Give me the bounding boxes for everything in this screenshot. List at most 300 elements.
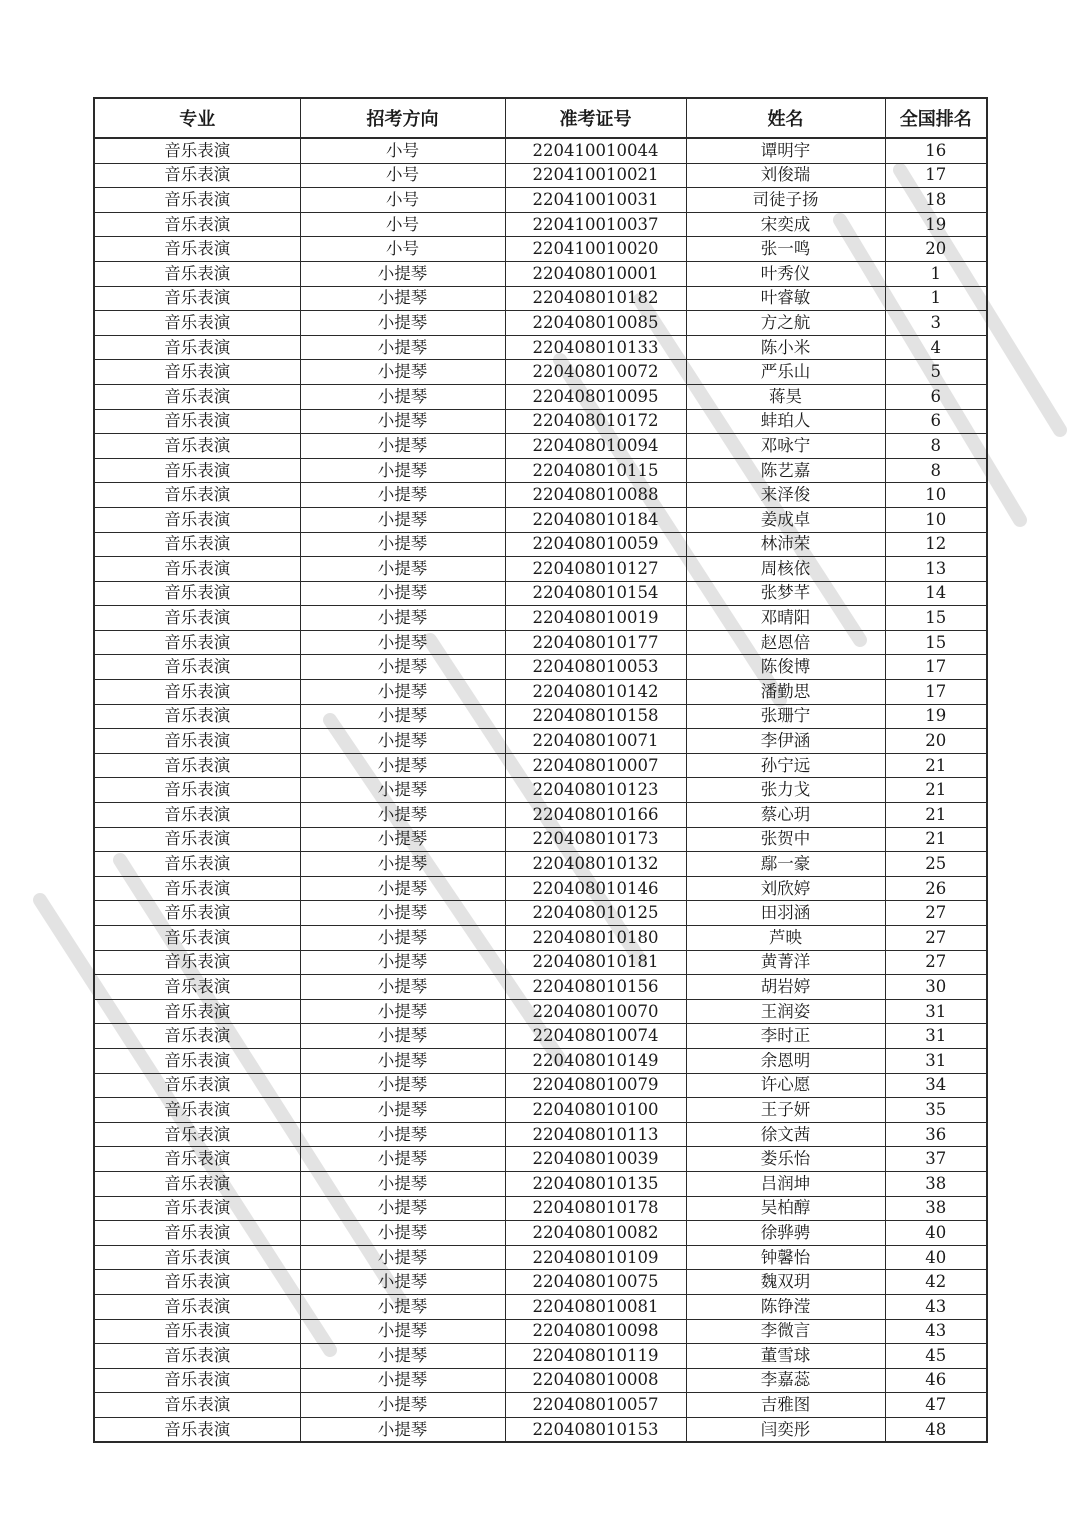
table-row — [94, 409, 987, 434]
table-row — [94, 1122, 987, 1147]
cell-exam-id: 220408010001 — [505, 261, 686, 286]
cell-name: 李伊涵 — [686, 729, 885, 754]
column-header-name: 姓名 — [686, 98, 885, 138]
table-row — [94, 680, 987, 705]
cell-rank: 20 — [885, 729, 987, 754]
cell-direction: 小提琴 — [300, 1294, 505, 1319]
cell-exam-id: 220410010044 — [505, 138, 686, 163]
cell-major: 音乐表演 — [94, 901, 300, 926]
cell-direction: 小提琴 — [300, 753, 505, 778]
cell-direction: 小提琴 — [300, 1147, 505, 1172]
cell-major: 音乐表演 — [94, 557, 300, 582]
cell-rank: 10 — [885, 483, 987, 508]
cell-rank: 43 — [885, 1319, 987, 1344]
cell-exam-id: 220408010182 — [505, 286, 686, 311]
table-row — [94, 1048, 987, 1073]
cell-direction: 小提琴 — [300, 1122, 505, 1147]
cell-direction: 小号 — [300, 212, 505, 237]
cell-exam-id: 220408010180 — [505, 926, 686, 951]
cell-rank: 43 — [885, 1294, 987, 1319]
cell-major: 音乐表演 — [94, 1344, 300, 1369]
table-row — [94, 1417, 987, 1442]
cell-name: 闫奕彤 — [686, 1417, 885, 1442]
cell-direction: 小提琴 — [300, 1270, 505, 1295]
cell-rank: 40 — [885, 1221, 987, 1246]
column-header-exam-id: 准考证号 — [505, 98, 686, 138]
cell-direction: 小号 — [300, 138, 505, 163]
cell-direction: 小提琴 — [300, 434, 505, 459]
cell-exam-id: 220410010020 — [505, 237, 686, 262]
cell-name: 芦映 — [686, 926, 885, 951]
cell-major: 音乐表演 — [94, 606, 300, 631]
cell-rank: 10 — [885, 507, 987, 532]
table-row — [94, 753, 987, 778]
cell-rank: 17 — [885, 680, 987, 705]
cell-exam-id: 220408010053 — [505, 655, 686, 680]
cell-name: 叶秀仪 — [686, 261, 885, 286]
cell-exam-id: 220408010177 — [505, 630, 686, 655]
table-row — [94, 803, 987, 828]
table-row — [94, 1245, 987, 1270]
cell-rank: 21 — [885, 803, 987, 828]
cell-major: 音乐表演 — [94, 753, 300, 778]
cell-name: 来泽俊 — [686, 483, 885, 508]
cell-exam-id: 220408010113 — [505, 1122, 686, 1147]
table-row — [94, 729, 987, 754]
cell-major: 音乐表演 — [94, 1171, 300, 1196]
cell-exam-id: 220408010133 — [505, 335, 686, 360]
cell-direction: 小提琴 — [300, 581, 505, 606]
table-row — [94, 311, 987, 336]
cell-rank: 48 — [885, 1417, 987, 1442]
cell-name: 孙宁远 — [686, 753, 885, 778]
cell-major: 音乐表演 — [94, 1270, 300, 1295]
cell-rank: 27 — [885, 926, 987, 951]
cell-rank: 35 — [885, 1098, 987, 1123]
cell-major: 音乐表演 — [94, 1122, 300, 1147]
table-row — [94, 1147, 987, 1172]
table-row — [94, 1171, 987, 1196]
cell-rank: 31 — [885, 999, 987, 1024]
cell-rank: 6 — [885, 384, 987, 409]
table-body — [94, 138, 987, 1442]
table-row — [94, 237, 987, 262]
cell-major: 音乐表演 — [94, 384, 300, 409]
cell-rank: 26 — [885, 876, 987, 901]
table-row — [94, 360, 987, 385]
cell-major: 音乐表演 — [94, 1196, 300, 1221]
table-row — [94, 1221, 987, 1246]
cell-direction: 小提琴 — [300, 630, 505, 655]
cell-name: 张一鸣 — [686, 237, 885, 262]
cell-exam-id: 220410010031 — [505, 188, 686, 213]
cell-direction: 小提琴 — [300, 1048, 505, 1073]
cell-major: 音乐表演 — [94, 532, 300, 557]
cell-name: 陈小米 — [686, 335, 885, 360]
cell-exam-id: 220408010082 — [505, 1221, 686, 1246]
cell-exam-id: 220408010132 — [505, 852, 686, 877]
cell-exam-id: 220408010072 — [505, 360, 686, 385]
cell-name: 潘勤思 — [686, 680, 885, 705]
cell-major: 音乐表演 — [94, 655, 300, 680]
table-row — [94, 827, 987, 852]
cell-major: 音乐表演 — [94, 138, 300, 163]
cell-exam-id: 220408010154 — [505, 581, 686, 606]
cell-direction: 小提琴 — [300, 852, 505, 877]
cell-name: 吉雅图 — [686, 1393, 885, 1418]
cell-exam-id: 220408010095 — [505, 384, 686, 409]
table-row — [94, 876, 987, 901]
cell-exam-id: 220408010172 — [505, 409, 686, 434]
cell-exam-id: 220408010156 — [505, 975, 686, 1000]
cell-major: 音乐表演 — [94, 803, 300, 828]
table-row — [94, 630, 987, 655]
cell-name: 张珊宁 — [686, 704, 885, 729]
cell-direction: 小提琴 — [300, 729, 505, 754]
cell-name: 陈艺嘉 — [686, 458, 885, 483]
cell-rank: 19 — [885, 704, 987, 729]
cell-rank: 37 — [885, 1147, 987, 1172]
table-row — [94, 1196, 987, 1221]
column-header-rank: 全国排名 — [885, 98, 987, 138]
cell-exam-id: 220408010146 — [505, 876, 686, 901]
cell-major: 音乐表演 — [94, 1294, 300, 1319]
cell-major: 音乐表演 — [94, 729, 300, 754]
table-row — [94, 286, 987, 311]
cell-major: 音乐表演 — [94, 188, 300, 213]
cell-direction: 小提琴 — [300, 1221, 505, 1246]
cell-exam-id: 220408010123 — [505, 778, 686, 803]
cell-exam-id: 220408010094 — [505, 434, 686, 459]
cell-rank: 21 — [885, 778, 987, 803]
table-row — [94, 557, 987, 582]
table-row — [94, 778, 987, 803]
cell-name: 张贺中 — [686, 827, 885, 852]
cell-direction: 小提琴 — [300, 827, 505, 852]
cell-direction: 小号 — [300, 163, 505, 188]
table-row — [94, 261, 987, 286]
cell-rank: 46 — [885, 1368, 987, 1393]
cell-rank: 13 — [885, 557, 987, 582]
cell-direction: 小提琴 — [300, 409, 505, 434]
cell-direction: 小提琴 — [300, 606, 505, 631]
cell-exam-id: 220408010149 — [505, 1048, 686, 1073]
cell-direction: 小提琴 — [300, 926, 505, 951]
cell-exam-id: 220408010109 — [505, 1245, 686, 1270]
table-row — [94, 1073, 987, 1098]
cell-exam-id: 220408010074 — [505, 1024, 686, 1049]
cell-exam-id: 220408010166 — [505, 803, 686, 828]
cell-direction: 小提琴 — [300, 557, 505, 582]
cell-major: 音乐表演 — [94, 1368, 300, 1393]
cell-major: 音乐表演 — [94, 212, 300, 237]
cell-rank: 14 — [885, 581, 987, 606]
cell-direction: 小提琴 — [300, 532, 505, 557]
cell-exam-id: 220408010057 — [505, 1393, 686, 1418]
cell-rank: 17 — [885, 163, 987, 188]
table-row — [94, 434, 987, 459]
cell-exam-id: 220408010127 — [505, 557, 686, 582]
cell-rank: 12 — [885, 532, 987, 557]
cell-exam-id: 220408010158 — [505, 704, 686, 729]
cell-exam-id: 220410010037 — [505, 212, 686, 237]
cell-name: 徐骅骋 — [686, 1221, 885, 1246]
table-row — [94, 1393, 987, 1418]
column-header-major: 专业 — [94, 98, 300, 138]
cell-major: 音乐表演 — [94, 999, 300, 1024]
cell-rank: 42 — [885, 1270, 987, 1295]
cell-direction: 小提琴 — [300, 876, 505, 901]
cell-name: 邓咏宁 — [686, 434, 885, 459]
cell-direction: 小提琴 — [300, 704, 505, 729]
cell-rank: 30 — [885, 975, 987, 1000]
cell-major: 音乐表演 — [94, 950, 300, 975]
cell-name: 蚌珀人 — [686, 409, 885, 434]
cell-major: 音乐表演 — [94, 311, 300, 336]
cell-name: 李微言 — [686, 1319, 885, 1344]
cell-rank: 31 — [885, 1024, 987, 1049]
cell-direction: 小提琴 — [300, 1245, 505, 1270]
cell-exam-id: 220408010153 — [505, 1417, 686, 1442]
cell-name: 吕润坤 — [686, 1171, 885, 1196]
cell-exam-id: 220408010184 — [505, 507, 686, 532]
cell-rank: 27 — [885, 950, 987, 975]
table-header-row — [94, 98, 987, 138]
cell-rank: 8 — [885, 458, 987, 483]
cell-direction: 小提琴 — [300, 286, 505, 311]
cell-major: 音乐表演 — [94, 1221, 300, 1246]
cell-name: 林沛荣 — [686, 532, 885, 557]
cell-direction: 小提琴 — [300, 1171, 505, 1196]
cell-exam-id: 220408010178 — [505, 1196, 686, 1221]
cell-major: 音乐表演 — [94, 507, 300, 532]
cell-direction: 小提琴 — [300, 335, 505, 360]
cell-direction: 小提琴 — [300, 483, 505, 508]
cell-exam-id: 220410010021 — [505, 163, 686, 188]
cell-exam-id: 220408010181 — [505, 950, 686, 975]
ranking-table — [93, 97, 988, 1443]
cell-direction: 小提琴 — [300, 1417, 505, 1442]
cell-major: 音乐表演 — [94, 286, 300, 311]
cell-rank: 5 — [885, 360, 987, 385]
cell-rank: 34 — [885, 1073, 987, 1098]
table-row — [94, 138, 987, 163]
table-row — [94, 1368, 987, 1393]
table-row — [94, 704, 987, 729]
cell-rank: 1 — [885, 261, 987, 286]
cell-rank: 15 — [885, 630, 987, 655]
cell-rank: 6 — [885, 409, 987, 434]
cell-major: 音乐表演 — [94, 975, 300, 1000]
cell-direction: 小提琴 — [300, 311, 505, 336]
table-row — [94, 507, 987, 532]
cell-name: 蒋昊 — [686, 384, 885, 409]
cell-name: 刘俊瑞 — [686, 163, 885, 188]
cell-major: 音乐表演 — [94, 1024, 300, 1049]
cell-direction: 小号 — [300, 237, 505, 262]
cell-major: 音乐表演 — [94, 458, 300, 483]
cell-name: 叶睿敏 — [686, 286, 885, 311]
cell-direction: 小提琴 — [300, 1024, 505, 1049]
table-row — [94, 975, 987, 1000]
column-header-direction: 招考方向 — [300, 98, 505, 138]
cell-direction: 小提琴 — [300, 458, 505, 483]
cell-name: 赵恩倍 — [686, 630, 885, 655]
table-row — [94, 1024, 987, 1049]
cell-rank: 8 — [885, 434, 987, 459]
cell-major: 音乐表演 — [94, 704, 300, 729]
cell-name: 田羽涵 — [686, 901, 885, 926]
cell-direction: 小提琴 — [300, 261, 505, 286]
cell-exam-id: 220408010173 — [505, 827, 686, 852]
table-row — [94, 581, 987, 606]
cell-direction: 小提琴 — [300, 384, 505, 409]
cell-name: 鄢一豪 — [686, 852, 885, 877]
cell-name: 张梦芊 — [686, 581, 885, 606]
table-row — [94, 926, 987, 951]
table-row — [94, 1319, 987, 1344]
cell-name: 蔡心玥 — [686, 803, 885, 828]
cell-major: 音乐表演 — [94, 335, 300, 360]
cell-rank: 18 — [885, 188, 987, 213]
cell-name: 宋奕成 — [686, 212, 885, 237]
cell-rank: 17 — [885, 655, 987, 680]
cell-exam-id: 220408010088 — [505, 483, 686, 508]
cell-direction: 小提琴 — [300, 360, 505, 385]
cell-major: 音乐表演 — [94, 1048, 300, 1073]
cell-name: 邓晴阳 — [686, 606, 885, 631]
cell-major: 音乐表演 — [94, 1073, 300, 1098]
table-row — [94, 950, 987, 975]
cell-rank: 3 — [885, 311, 987, 336]
cell-exam-id: 220408010008 — [505, 1368, 686, 1393]
cell-major: 音乐表演 — [94, 237, 300, 262]
cell-major: 音乐表演 — [94, 409, 300, 434]
cell-direction: 小提琴 — [300, 1393, 505, 1418]
cell-major: 音乐表演 — [94, 581, 300, 606]
cell-direction: 小提琴 — [300, 999, 505, 1024]
cell-major: 音乐表演 — [94, 630, 300, 655]
cell-name: 黄菁洋 — [686, 950, 885, 975]
cell-name: 张力戈 — [686, 778, 885, 803]
cell-major: 音乐表演 — [94, 876, 300, 901]
cell-name: 方之航 — [686, 311, 885, 336]
cell-name: 刘欣婷 — [686, 876, 885, 901]
cell-exam-id: 220408010007 — [505, 753, 686, 778]
cell-exam-id: 220408010070 — [505, 999, 686, 1024]
cell-major: 音乐表演 — [94, 434, 300, 459]
cell-name: 魏双玥 — [686, 1270, 885, 1295]
cell-major: 音乐表演 — [94, 1319, 300, 1344]
cell-rank: 1 — [885, 286, 987, 311]
cell-direction: 小提琴 — [300, 803, 505, 828]
cell-direction: 小提琴 — [300, 1368, 505, 1393]
cell-name: 胡岩婷 — [686, 975, 885, 1000]
cell-exam-id: 220408010142 — [505, 680, 686, 705]
cell-rank: 45 — [885, 1344, 987, 1369]
cell-major: 音乐表演 — [94, 926, 300, 951]
table-row — [94, 999, 987, 1024]
table-row — [94, 852, 987, 877]
cell-exam-id: 220408010081 — [505, 1294, 686, 1319]
cell-direction: 小提琴 — [300, 975, 505, 1000]
cell-direction: 小提琴 — [300, 950, 505, 975]
cell-major: 音乐表演 — [94, 852, 300, 877]
cell-exam-id: 220408010098 — [505, 1319, 686, 1344]
cell-name: 钟馨怡 — [686, 1245, 885, 1270]
cell-name: 娄乐怡 — [686, 1147, 885, 1172]
cell-rank: 31 — [885, 1048, 987, 1073]
cell-rank: 16 — [885, 138, 987, 163]
cell-rank: 20 — [885, 237, 987, 262]
cell-name: 许心愿 — [686, 1073, 885, 1098]
cell-rank: 38 — [885, 1171, 987, 1196]
cell-major: 音乐表演 — [94, 778, 300, 803]
cell-major: 音乐表演 — [94, 1417, 300, 1442]
cell-name: 吴柏醇 — [686, 1196, 885, 1221]
cell-major: 音乐表演 — [94, 827, 300, 852]
cell-exam-id: 220408010075 — [505, 1270, 686, 1295]
cell-major: 音乐表演 — [94, 483, 300, 508]
cell-exam-id: 220408010085 — [505, 311, 686, 336]
cell-major: 音乐表演 — [94, 261, 300, 286]
cell-rank: 21 — [885, 827, 987, 852]
cell-rank: 25 — [885, 852, 987, 877]
table-row — [94, 532, 987, 557]
cell-name: 谭明宇 — [686, 138, 885, 163]
cell-direction: 小提琴 — [300, 680, 505, 705]
cell-exam-id: 220408010125 — [505, 901, 686, 926]
table-row — [94, 335, 987, 360]
table-row — [94, 901, 987, 926]
cell-rank: 21 — [885, 753, 987, 778]
cell-direction: 小提琴 — [300, 507, 505, 532]
cell-rank: 36 — [885, 1122, 987, 1147]
cell-direction: 小提琴 — [300, 1344, 505, 1369]
cell-exam-id: 220408010115 — [505, 458, 686, 483]
table-row — [94, 655, 987, 680]
cell-name: 李时正 — [686, 1024, 885, 1049]
cell-major: 音乐表演 — [94, 1245, 300, 1270]
cell-name: 司徒子扬 — [686, 188, 885, 213]
cell-exam-id: 220408010019 — [505, 606, 686, 631]
cell-name: 周核依 — [686, 557, 885, 582]
table-row — [94, 188, 987, 213]
cell-rank: 19 — [885, 212, 987, 237]
cell-direction: 小提琴 — [300, 778, 505, 803]
table-row — [94, 163, 987, 188]
cell-rank: 40 — [885, 1245, 987, 1270]
cell-name: 余恩明 — [686, 1048, 885, 1073]
cell-direction: 小提琴 — [300, 1319, 505, 1344]
cell-rank: 15 — [885, 606, 987, 631]
table-row — [94, 212, 987, 237]
cell-exam-id: 220408010071 — [505, 729, 686, 754]
cell-rank: 4 — [885, 335, 987, 360]
table-row — [94, 606, 987, 631]
cell-exam-id: 220408010119 — [505, 1344, 686, 1369]
cell-exam-id: 220408010059 — [505, 532, 686, 557]
table-row — [94, 458, 987, 483]
cell-name: 李嘉蕊 — [686, 1368, 885, 1393]
cell-major: 音乐表演 — [94, 680, 300, 705]
cell-direction: 小提琴 — [300, 1196, 505, 1221]
table-row — [94, 1344, 987, 1369]
cell-major: 音乐表演 — [94, 360, 300, 385]
cell-direction: 小号 — [300, 188, 505, 213]
cell-direction: 小提琴 — [300, 1098, 505, 1123]
cell-exam-id: 220408010079 — [505, 1073, 686, 1098]
